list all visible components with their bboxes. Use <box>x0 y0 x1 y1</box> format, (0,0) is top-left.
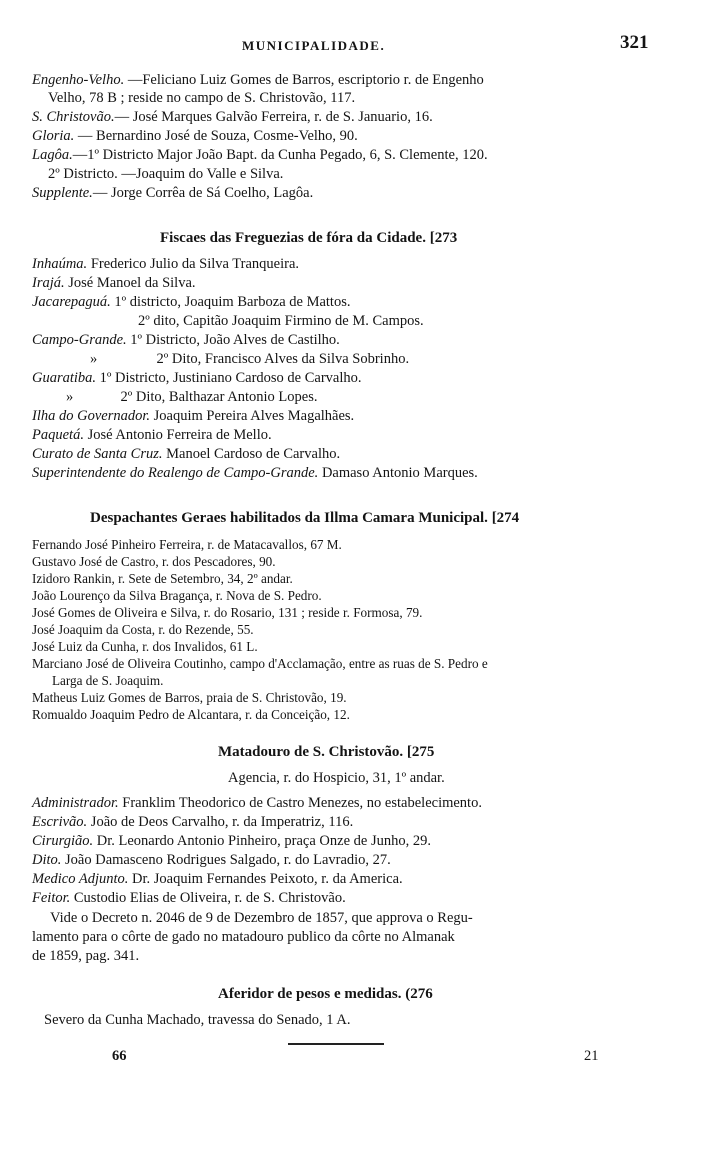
despachante-line: Fernando José Pinheiro Ferreira, r. de Matacavallos, 67 M. <box>32 537 342 552</box>
section-heading-text: Matadouro de S. Christovão. <box>218 744 404 760</box>
parish-label: Paquetá. <box>32 427 84 443</box>
fiscal-line <box>66 389 318 405</box>
entry-line <box>32 72 484 88</box>
despachante-line: José Gomes de Oliveira e Silva, r. do Rosario, 131 ; reside r. Formosa, 79. <box>32 605 423 620</box>
fiscal-line <box>138 313 424 329</box>
official-text: Custodio Elias de Oliveira, r. de S. Christovão. <box>70 890 346 906</box>
parish-label: Inhaúma. <box>32 256 88 272</box>
fiscal-text: 2º dito, Capitão Joaquim Firmino de M. Campos. <box>138 313 424 329</box>
page-number: 321 <box>620 32 649 53</box>
official-line <box>32 814 353 830</box>
despachante-line: José Joaquim da Costa, r. do Rezende, 55. <box>32 622 254 637</box>
fiscal-text: Damaso Antonio Marques. <box>318 465 478 481</box>
despachante-line: Marciano José de Oliveira Coutinho, campo d'Acclamação, entre as ruas de S. Pedro e <box>32 656 488 671</box>
fiscal-text: Joaquim Pereira Alves Magalhães. <box>150 408 355 424</box>
fiscal-text: Manoel Cardoso de Carvalho. <box>162 446 341 462</box>
entry-line <box>32 147 488 163</box>
fiscal-text: 2º Dito, Balthazar Antonio Lopes. <box>113 389 318 405</box>
entry-label: Lagôa. <box>32 147 73 163</box>
role-label: Cirurgião. <box>32 833 94 849</box>
section-number: [274 <box>491 510 520 526</box>
fiscal-text: 1º Districto, Justiniano Cardoso de Carvalho. <box>96 370 362 386</box>
entry-label: Gloria. <box>32 128 75 144</box>
parish-label: Curato de Santa Cruz. <box>32 446 163 462</box>
entry-line <box>32 185 313 201</box>
section-number: (276 <box>405 986 433 1002</box>
entry-text: 2º Districto. —Joaquim do Valle e Silva. <box>48 166 284 182</box>
section-number: [273 <box>429 230 458 246</box>
section-heading-text: Fiscaes das Freguezias de fóra da Cidade. <box>160 230 426 246</box>
section-number: [275 <box>406 744 435 760</box>
official-text: João Damasceno Rodrigues Salgado, r. do Lavradio, 27. <box>61 852 391 868</box>
entry-text: — Bernardino José de Souza, Cosme-Velho, 90. <box>74 128 358 144</box>
entry-text: — José Marques Galvão Ferreira, r. de S. Januario, 16. <box>114 109 433 125</box>
footer-right-number: 21 <box>584 1048 599 1064</box>
footer-left-number: 66 <box>112 1048 127 1064</box>
section-heading <box>90 510 519 526</box>
entry-label: S. Christovão. <box>32 109 115 125</box>
aferidor-line: Severo da Cunha Machado, travessa do Senado, 1 A. <box>44 1012 351 1028</box>
fiscal-line <box>32 408 354 424</box>
decree-note-line: lamento para o côrte de gado no matadouro publico da côrte no Almanak <box>32 929 455 945</box>
parish-label: Irajá. <box>32 275 65 291</box>
fiscal-line <box>32 332 340 348</box>
role-label: Feitor. <box>32 890 71 906</box>
section-heading-text: Despachantes Geraes habilitados da Illma Camara Municipal. <box>90 510 488 526</box>
official-text: Dr. Leonardo Antonio Pinheiro, praça Onze de Junho, 29. <box>93 833 431 849</box>
fiscal-text: 1º Districto, João Alves de Castilho. <box>126 332 340 348</box>
official-line <box>32 795 482 811</box>
official-text: João de Deos Carvalho, r. da Imperatriz, 116. <box>87 814 354 830</box>
official-text: Franklim Theodorico de Castro Menezes, no estabelecimento. <box>118 795 482 811</box>
ditto-mark: » <box>90 351 98 367</box>
fiscal-line <box>32 370 362 386</box>
official-line <box>32 890 346 906</box>
entry-line <box>48 166 283 182</box>
fiscal-line <box>32 427 272 443</box>
fiscal-line <box>32 294 350 310</box>
section-heading <box>218 744 434 760</box>
official-line <box>32 871 403 887</box>
section-heading <box>218 986 433 1002</box>
role-label: Administrador. <box>32 795 119 811</box>
section-heading-text: Aferidor de pesos e medidas. <box>218 986 402 1002</box>
despachante-line: José Luiz da Cunha, r. dos Invalidos, 61 L. <box>32 639 258 654</box>
fiscal-line <box>32 465 478 481</box>
entry-text: —Feliciano Luiz Gomes de Barros, escriptorio r. de Engenho <box>124 72 484 88</box>
fiscal-text: Frederico Julio da Silva Tranqueira. <box>87 256 300 272</box>
decree-note-line: de 1859, pag. 341. <box>32 948 140 964</box>
entry-text: — Jorge Corrêa de Sá Coelho, Lagôa. <box>92 185 314 201</box>
entry-line <box>48 90 355 106</box>
despachante-line: Gustavo José de Castro, r. dos Pescadores, 90. <box>32 554 276 569</box>
parish-label: Superintendente do Realengo de Campo-Grande. <box>32 465 319 481</box>
agency-line: Agencia, r. do Hospicio, 31, 1º andar. <box>228 770 445 786</box>
despachante-line: Romualdo Joaquim Pedro de Alcantara, r. da Conceição, 12. <box>32 707 350 722</box>
despachante-line: Larga de S. Joaquim. <box>52 673 164 688</box>
section-heading <box>160 230 457 246</box>
parish-label: Guaratiba. <box>32 370 97 386</box>
entry-line <box>32 128 358 144</box>
ditto-mark: » <box>66 389 74 405</box>
entry-line <box>32 109 433 125</box>
official-line <box>32 852 391 868</box>
fiscal-line <box>90 351 409 367</box>
fiscal-text: José Antonio Ferreira de Mello. <box>83 427 272 443</box>
despachante-line: João Lourenço da Silva Bragança, r. Nova de S. Pedro. <box>32 588 322 603</box>
entry-label: Engenho-Velho. <box>32 72 125 88</box>
fiscal-line <box>32 275 196 291</box>
running-title: MUNICIPALIDADE. <box>242 38 386 53</box>
parish-label: Ilha do Governador. <box>32 408 151 424</box>
fiscal-line <box>32 446 340 462</box>
fiscal-text: 1º districto, Joaquim Barboza de Mattos. <box>110 294 351 310</box>
entry-text: Velho, 78 B ; reside no campo de S. Christovão, 117. <box>48 90 356 106</box>
role-label: Dito. <box>32 852 62 868</box>
official-line <box>32 833 431 849</box>
role-label: Escrivão. <box>32 814 88 830</box>
fiscal-line <box>32 256 299 272</box>
entry-text: —1º Districto Major João Bapt. da Cunha Pegado, 6, S. Clemente, 120. <box>72 147 488 163</box>
parish-label: Jacarepaguá. <box>32 294 111 310</box>
footer-rule <box>288 1043 384 1045</box>
official-text: Dr. Joaquim Fernandes Peixoto, r. da America. <box>128 871 403 887</box>
entry-label: Supplente. <box>32 185 93 201</box>
despachante-line: Izidoro Rankin, r. Sete de Setembro, 34, 2º andar. <box>32 571 293 586</box>
decree-note-line: Vide o Decreto n. 2046 de 9 de Dezembro de 1857, que approva o Regu- <box>50 910 473 926</box>
fiscal-text: José Manoel da Silva. <box>64 275 196 291</box>
role-label: Medico Adjunto. <box>32 871 129 887</box>
parish-label: Campo-Grande. <box>32 332 127 348</box>
despachante-line: Matheus Luiz Gomes de Barros, praia de S. Christovão, 19. <box>32 690 347 705</box>
fiscal-text: 2º Dito, Francisco Alves da Silva Sobrinho. <box>149 351 410 367</box>
